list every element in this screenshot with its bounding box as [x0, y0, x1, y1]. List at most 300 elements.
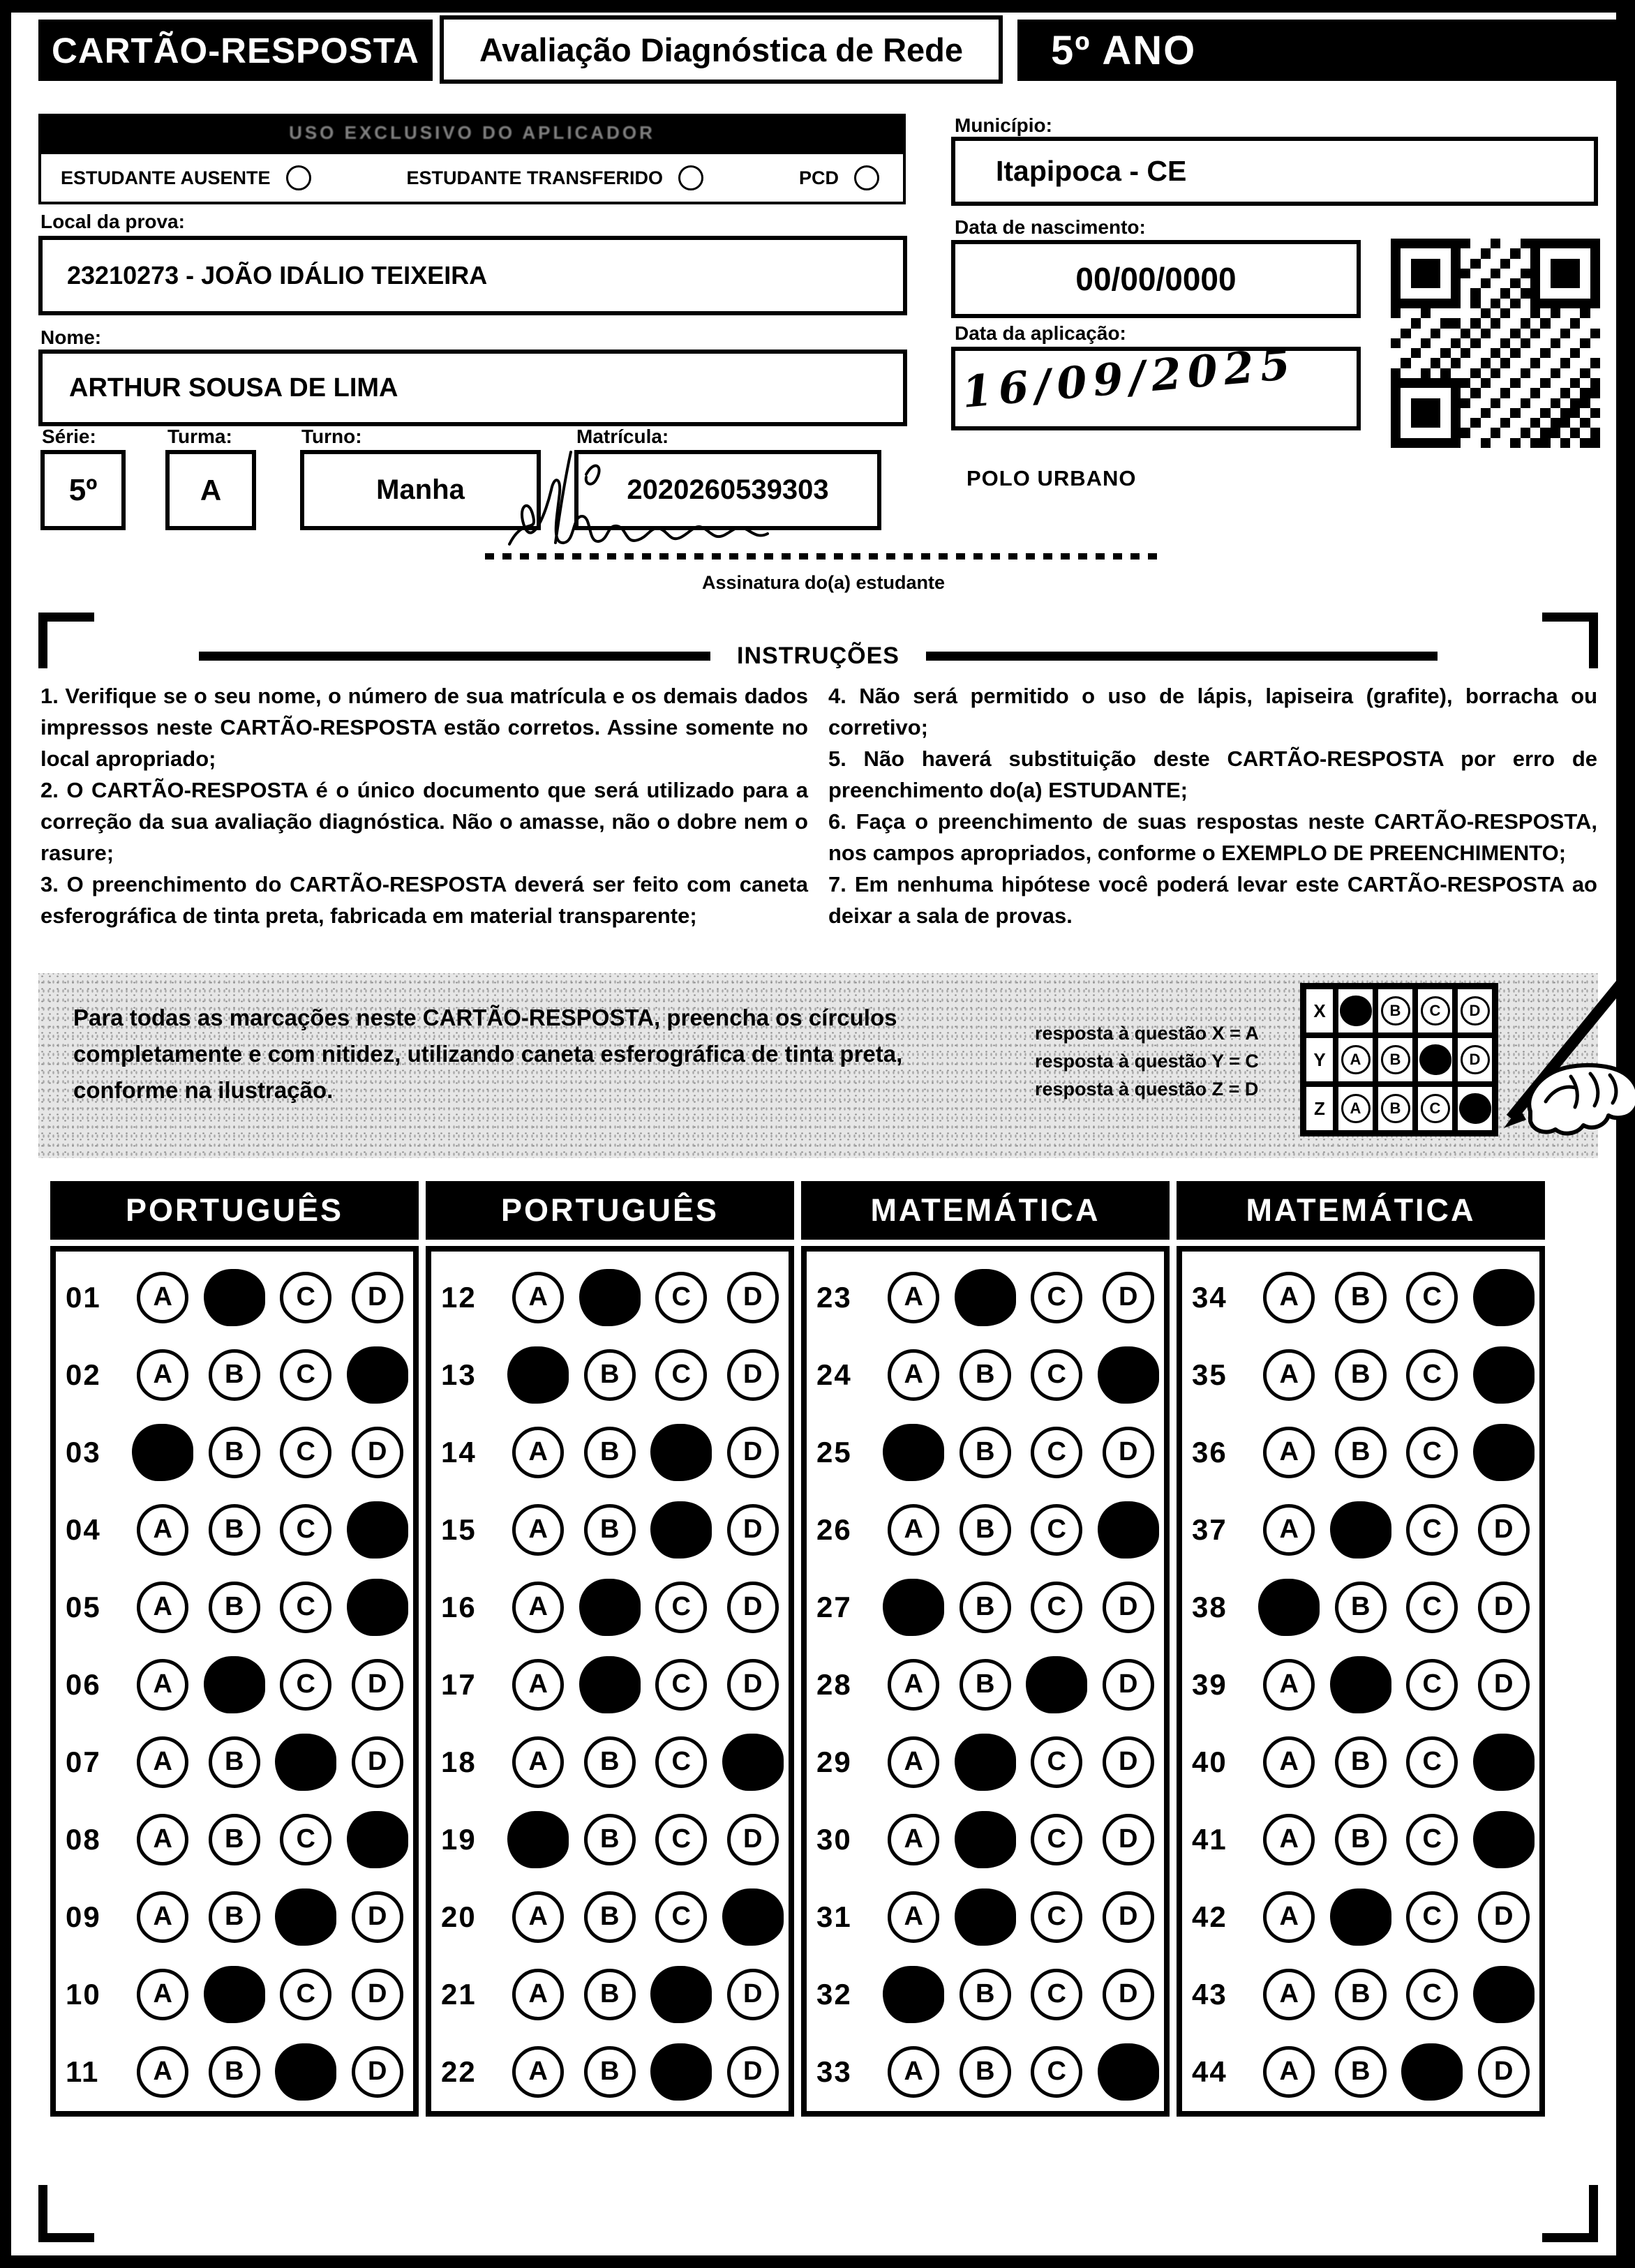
bubble-cell [1396, 1969, 1468, 2020]
bubble-cell [717, 1969, 789, 2020]
turma-field [165, 450, 256, 530]
bubble-c[interactable]: C [1406, 1736, 1458, 1788]
bubble-b[interactable]: B [584, 1504, 636, 1556]
bubble-cell [270, 1427, 342, 1478]
bubble-cell [717, 2046, 789, 2098]
applicator-option-circle[interactable] [286, 165, 311, 190]
question-number: 43 [1192, 1977, 1227, 2011]
marked-bubble-a[interactable] [883, 1966, 944, 2023]
bubble-b[interactable]: B [584, 1349, 636, 1401]
bubble-cell [127, 1736, 199, 1788]
bubble-cell [127, 1659, 199, 1711]
bubble-d[interactable]: D [727, 1349, 779, 1401]
bubble-b[interactable]: B [209, 1349, 260, 1401]
bubble-cell [502, 1504, 574, 1556]
bubble-cell [127, 1891, 199, 1943]
bubble-cell [1325, 1349, 1397, 1401]
bubble-cell [127, 1349, 199, 1401]
bubble-d[interactable]: D [1103, 1814, 1154, 1865]
marked-bubble-b[interactable] [955, 1888, 1016, 1946]
bubble-c[interactable]: C [1031, 1582, 1082, 1633]
instruction-item: 7. Em nenhuma hipótese você poderá levar este CARTÃO-RESPOSTA ao deixar a sala de provas. [828, 872, 1597, 928]
bubble-d[interactable]: D [352, 2046, 403, 2098]
marked-bubble-b[interactable] [579, 1579, 641, 1636]
marked-bubble-d[interactable] [347, 1346, 408, 1404]
bubble-c[interactable]: C [280, 1427, 331, 1478]
question-number: 28 [816, 1667, 852, 1701]
question-number: 01 [66, 1280, 101, 1314]
bubble-d[interactable]: D [352, 1659, 403, 1711]
bubble-cell [1093, 1346, 1165, 1404]
bubble-d[interactable]: D [1103, 1736, 1154, 1788]
marked-bubble-d[interactable] [1473, 1269, 1535, 1326]
bubble-a[interactable]: A [888, 1504, 939, 1556]
bubble-d[interactable]: D [727, 1504, 779, 1556]
bubble-cell [878, 1814, 950, 1865]
bubble-b[interactable]: B [584, 1814, 636, 1865]
bubble-cell [1325, 1814, 1397, 1865]
bubble-cell [1021, 1891, 1093, 1943]
example-bubble-cell [1375, 1035, 1415, 1084]
bubble-a[interactable]: A [1263, 1736, 1315, 1788]
marked-bubble-a[interactable] [883, 1424, 944, 1481]
marked-bubble-b[interactable] [955, 1269, 1016, 1326]
bubble-cell [199, 2046, 271, 2098]
bubble-cell [1468, 1504, 1540, 1556]
bubble-c[interactable]: C [280, 1349, 331, 1401]
bubble-cell [1396, 2043, 1468, 2101]
bubble-a[interactable]: A [1263, 1969, 1315, 2020]
marked-bubble-a[interactable] [132, 1424, 193, 1481]
bubble-cell [878, 1504, 950, 1556]
bubble-c[interactable]: C [1031, 1272, 1082, 1323]
instructions-right [828, 680, 1597, 931]
marked-bubble-a[interactable] [507, 1346, 569, 1404]
bubble-b[interactable]: B [209, 1504, 260, 1556]
bubble-b[interactable]: B [1335, 1814, 1387, 1865]
bubble-d[interactable]: D [1103, 1582, 1154, 1633]
marked-bubble-b[interactable] [204, 1966, 265, 2023]
grade-label: 5º ANO [1051, 27, 1197, 73]
bubble-c[interactable]: C [1031, 1969, 1082, 2020]
bubble-a[interactable]: A [137, 1814, 188, 1865]
bubble-a[interactable]: A [137, 1582, 188, 1633]
bubble-a[interactable]: A [137, 1349, 188, 1401]
bubble-c[interactable]: C [1406, 1969, 1458, 2020]
bubble-b[interactable]: B [960, 1969, 1011, 2020]
matricula-label: Matrícula: [576, 426, 669, 447]
question-number: 33 [816, 2055, 852, 2088]
question-number: 38 [1192, 1590, 1227, 1623]
marked-bubble-d[interactable] [1473, 1966, 1535, 2023]
bubble-a[interactable]: A [137, 2046, 188, 2098]
bubble-c[interactable]: C [1406, 1659, 1458, 1711]
bubble-c[interactable]: C [1031, 1736, 1082, 1788]
bubble-cell [1253, 1659, 1325, 1711]
bubble-a[interactable]: A [512, 1427, 564, 1478]
bubble-c[interactable]: C [1406, 1891, 1458, 1943]
bubble-c[interactable]: C [1406, 1427, 1458, 1478]
bubble-b[interactable]: B [584, 2046, 636, 2098]
bubble-a[interactable]: A [1263, 2046, 1315, 2098]
answer-row [431, 1336, 789, 1413]
bubble-a[interactable]: A [1263, 1891, 1315, 1943]
bubble-cell [950, 1427, 1022, 1478]
question-number: 44 [1192, 2055, 1227, 2088]
bubble-c[interactable]: C [1031, 1349, 1082, 1401]
question-number: 21 [441, 1977, 477, 2011]
bubble-a[interactable]: A [1263, 1659, 1315, 1711]
bubble-a[interactable]: A [512, 1891, 564, 1943]
bubble-cell [502, 1582, 574, 1633]
marked-bubble-c[interactable] [650, 1424, 712, 1481]
marked-bubble-d[interactable] [1473, 1346, 1535, 1404]
marked-bubble-a[interactable] [507, 1811, 569, 1868]
marked-bubble-d[interactable] [1098, 1501, 1159, 1559]
bubble-b[interactable]: B [209, 1891, 260, 1943]
bubble-a[interactable]: A [1263, 1272, 1315, 1323]
bubble-b[interactable]: B [1335, 1736, 1387, 1788]
applicator-option-circle[interactable] [678, 165, 703, 190]
bubble-a[interactable]: A [1263, 1349, 1315, 1401]
bubble-b[interactable]: B [1335, 1427, 1387, 1478]
bubble-d[interactable]: D [352, 1969, 403, 2020]
marked-bubble-b[interactable] [579, 1269, 641, 1326]
bubble-d[interactable]: D [1478, 1504, 1530, 1556]
bubble-cell [1021, 2046, 1093, 2098]
bubble-b[interactable]: B [209, 1814, 260, 1865]
bubble-cell [1253, 1891, 1325, 1943]
bubble-cell [1093, 1969, 1165, 2020]
bubble-a[interactable]: A [888, 1814, 939, 1865]
bubble-b[interactable]: B [584, 1736, 636, 1788]
bubble-cell [1253, 1736, 1325, 1788]
bubble-b[interactable]: B [209, 1582, 260, 1633]
marked-bubble-c[interactable] [650, 1966, 712, 2023]
marked-bubble-c[interactable] [650, 2043, 712, 2101]
example-row-label: Y [1304, 1035, 1336, 1084]
bubble-c[interactable]: C [655, 1349, 707, 1401]
bubble-d[interactable]: D [727, 1582, 779, 1633]
answer-row [1182, 1259, 1539, 1336]
bubble-c[interactable]: C [1031, 2046, 1082, 2098]
bubble-d[interactable]: D [727, 1427, 779, 1478]
bubble-cell [270, 1582, 342, 1633]
bubble-cell [502, 1969, 574, 2020]
bubble-cell [270, 1504, 342, 1556]
bubble-cell [950, 1969, 1022, 2020]
bubble-d[interactable]: D [727, 1659, 779, 1711]
instructions-left [40, 680, 808, 931]
answer-row [807, 1878, 1164, 1955]
bubble-d[interactable]: D [1478, 1659, 1530, 1711]
page-frame-left [0, 0, 11, 2268]
example-bubble-cell [1375, 1084, 1415, 1133]
bubble-cell [645, 1582, 717, 1633]
question-number: 13 [441, 1358, 477, 1391]
bubble-cell [645, 1349, 717, 1401]
applicator-option [799, 165, 879, 190]
bubble-c[interactable]: C [655, 1659, 707, 1711]
qr-code [1391, 239, 1600, 448]
bubble-a[interactable]: A [137, 1736, 188, 1788]
bubble-c[interactable]: C [1406, 1504, 1458, 1556]
question-number: 34 [1192, 1280, 1227, 1314]
bubble-c[interactable]: C [1406, 1814, 1458, 1865]
bubble-d[interactable]: D [1103, 1969, 1154, 2020]
subject-header: PORTUGUÊS [426, 1181, 794, 1240]
example-bubble: B [1381, 1045, 1410, 1074]
bubble-cell [574, 1814, 646, 1865]
bubble-cell [1396, 1349, 1468, 1401]
bubble-c[interactable]: C [280, 1504, 331, 1556]
bubble-cell [1325, 1656, 1397, 1713]
bubble-b[interactable]: B [1335, 1349, 1387, 1401]
bubble-cell [1468, 1346, 1540, 1404]
bubble-a[interactable]: A [512, 1272, 564, 1323]
bubble-cell [502, 1346, 574, 1404]
bubble-cell [645, 1891, 717, 1943]
bubble-b[interactable]: B [1335, 1969, 1387, 2020]
bubble-cell [645, 1659, 717, 1711]
bubble-cell [574, 1349, 646, 1401]
bubble-c[interactable]: C [280, 1582, 331, 1633]
marked-bubble-a[interactable] [883, 1579, 944, 1636]
bubble-cell [574, 1579, 646, 1636]
instruction-item: 6. Faça o preenchimento de suas respostas neste CARTÃO-RESPOSTA, nos campos apropriados, conforme o EXEMPLO DE PREENCHIMENTO; [828, 809, 1597, 865]
marked-bubble-d[interactable] [1473, 1424, 1535, 1481]
bubble-c[interactable]: C [280, 1659, 331, 1711]
marked-bubble-c[interactable] [1026, 1656, 1087, 1713]
answer-grid [1177, 1246, 1545, 2117]
bubble-a[interactable]: A [1263, 1814, 1315, 1865]
bubble-cell [342, 1891, 414, 1943]
municipio-field [951, 137, 1598, 206]
bubble-c[interactable]: C [280, 1969, 331, 2020]
bubble-b[interactable]: B [209, 2046, 260, 2098]
bubble-b[interactable]: B [209, 1427, 260, 1478]
bubble-cell [574, 1891, 646, 1943]
bubble-a[interactable]: A [137, 1969, 188, 2020]
marked-bubble-d[interactable] [1473, 1734, 1535, 1791]
example-legend [1035, 1019, 1259, 1103]
subject-header: MATEMÁTICA [801, 1181, 1170, 1240]
aplicacao-handwritten-date: 16/09/2025 [960, 338, 1299, 418]
bubble-b[interactable]: B [1335, 1582, 1387, 1633]
example-bubble: A [1341, 1094, 1371, 1123]
bubble-a[interactable]: A [137, 1504, 188, 1556]
answer-row [431, 1801, 789, 1878]
bubble-cell [645, 1272, 717, 1323]
answer-row [56, 1955, 413, 2033]
bubble-cell [199, 1269, 271, 1326]
bubble-c[interactable]: C [655, 1814, 707, 1865]
bubble-d[interactable]: D [1478, 1891, 1530, 1943]
turno-value: Manha [376, 474, 465, 505]
marked-bubble-c[interactable] [275, 1888, 336, 1946]
bubble-a[interactable]: A [137, 1272, 188, 1323]
answer-row [807, 1259, 1164, 1336]
bubble-cell [1396, 1504, 1468, 1556]
signature-line [485, 553, 1162, 560]
bubble-a[interactable]: A [888, 2046, 939, 2098]
bubble-d[interactable]: D [352, 1427, 403, 1478]
bubble-a[interactable]: A [512, 1659, 564, 1711]
bubble-a[interactable]: A [512, 1504, 564, 1556]
bubble-d[interactable]: D [727, 1272, 779, 1323]
applicator-option-circle[interactable] [854, 165, 879, 190]
bubble-b[interactable]: B [584, 1427, 636, 1478]
answer-row [1182, 1646, 1539, 1723]
marked-bubble-c[interactable] [275, 1734, 336, 1791]
instructions-rule-right [926, 652, 1438, 661]
bubble-d[interactable]: D [727, 1969, 779, 2020]
bubble-c[interactable]: C [280, 1272, 331, 1323]
local-label: Local da prova: [40, 211, 185, 232]
bubble-cell [645, 1814, 717, 1865]
municipio-label: Município: [955, 114, 1052, 136]
bubble-c[interactable]: C [1031, 1504, 1082, 1556]
marked-bubble-b[interactable] [955, 1811, 1016, 1868]
bubble-a[interactable]: A [512, 1582, 564, 1633]
bubble-b[interactable]: B [209, 1736, 260, 1788]
bubble-a[interactable]: A [888, 1891, 939, 1943]
bubble-a[interactable]: A [888, 1736, 939, 1788]
marked-bubble-c[interactable] [650, 1501, 712, 1559]
bubble-c[interactable]: C [655, 1736, 707, 1788]
marked-bubble-d[interactable] [1098, 1346, 1159, 1404]
bubble-d[interactable]: D [1103, 1891, 1154, 1943]
bubble-cell [199, 1582, 271, 1633]
bubble-d[interactable]: D [352, 1736, 403, 1788]
turma-value: A [200, 473, 222, 506]
bubble-b[interactable]: B [584, 1891, 636, 1943]
applicator-options [38, 151, 906, 204]
example-bubble: D [1461, 996, 1490, 1026]
marked-bubble-d[interactable] [347, 1579, 408, 1636]
marked-bubble-c[interactable] [275, 2043, 336, 2101]
bubble-d[interactable]: D [1478, 2046, 1530, 2098]
question-number: 27 [816, 1590, 852, 1623]
bubble-a[interactable]: A [1263, 1427, 1315, 1478]
bubble-a[interactable]: A [1263, 1504, 1315, 1556]
bubble-b[interactable]: B [960, 2046, 1011, 2098]
bubble-d[interactable]: D [727, 1814, 779, 1865]
bubble-d[interactable]: D [1103, 1272, 1154, 1323]
bubble-cell [1093, 1891, 1165, 1943]
grade-banner [1017, 20, 1616, 81]
marked-bubble-d[interactable] [722, 1734, 784, 1791]
question-number: 07 [66, 1745, 101, 1778]
bubble-c[interactable]: C [280, 1814, 331, 1865]
matricula-value: 2020260539303 [627, 474, 829, 505]
bubble-d[interactable]: D [352, 1272, 403, 1323]
marked-bubble-d[interactable] [722, 1888, 784, 1946]
bubble-cell [717, 1427, 789, 1478]
marked-bubble-d[interactable] [347, 1501, 408, 1559]
answer-row [1182, 1801, 1539, 1878]
bubble-b[interactable]: B [960, 1659, 1011, 1711]
question-number: 30 [816, 1822, 852, 1856]
bubble-c[interactable]: C [1406, 1582, 1458, 1633]
bubble-b[interactable]: B [960, 1427, 1011, 1478]
bubble-cell [270, 1659, 342, 1711]
bubble-a[interactable]: A [512, 1969, 564, 2020]
bubble-cell [717, 1504, 789, 1556]
question-number: 25 [816, 1435, 852, 1469]
bubble-c[interactable]: C [655, 1891, 707, 1943]
bubble-a[interactable]: A [137, 1891, 188, 1943]
bubble-cell [1021, 1272, 1093, 1323]
bubble-d[interactable]: D [727, 2046, 779, 2098]
bubble-cell [717, 1659, 789, 1711]
bubble-d[interactable]: D [1103, 1427, 1154, 1478]
bubble-c[interactable]: C [1406, 1349, 1458, 1401]
bubble-c[interactable]: C [655, 1582, 707, 1633]
marked-bubble-b[interactable] [1330, 1888, 1391, 1946]
bubble-d[interactable]: D [352, 1891, 403, 1943]
answer-row [807, 1646, 1164, 1723]
marked-bubble-d[interactable] [347, 1811, 408, 1868]
answer-row [431, 2033, 789, 2110]
page-frame-bottom [0, 2255, 1635, 2268]
serie-field [40, 450, 126, 530]
bubble-a[interactable]: A [888, 1272, 939, 1323]
bubble-a[interactable]: A [888, 1659, 939, 1711]
bubble-b[interactable]: B [1335, 1272, 1387, 1323]
bubble-c[interactable]: C [1406, 1272, 1458, 1323]
example-bubble: B [1381, 1094, 1410, 1123]
bubble-cell [199, 1427, 271, 1478]
bubble-cell [127, 1272, 199, 1323]
bubble-a[interactable]: A [512, 1736, 564, 1788]
bubble-c[interactable]: C [1031, 1814, 1082, 1865]
bubble-b[interactable]: B [1335, 2046, 1387, 2098]
bubble-b[interactable]: B [584, 1969, 636, 2020]
instruction-item: 4. Não será permitido o uso de lápis, lapiseira (grafite), borracha ou corretivo; [828, 684, 1597, 739]
marked-bubble-b[interactable] [204, 1656, 265, 1713]
marked-bubble-b[interactable] [579, 1656, 641, 1713]
marked-bubble-d[interactable] [1473, 1811, 1535, 1868]
marked-bubble-b[interactable] [1330, 1656, 1391, 1713]
example-row-label: X [1304, 986, 1336, 1035]
answer-row [56, 1801, 413, 1878]
bubble-a[interactable]: A [137, 1659, 188, 1711]
bubble-cell [1396, 1891, 1468, 1943]
marked-bubble-b[interactable] [204, 1269, 265, 1326]
marked-bubble-c[interactable] [1401, 2043, 1463, 2101]
bubble-cell [270, 1734, 342, 1791]
bubble-d[interactable]: D [1478, 1582, 1530, 1633]
marked-bubble-a[interactable] [1258, 1579, 1320, 1636]
answer-row [807, 1568, 1164, 1646]
marked-bubble-d[interactable] [1098, 2043, 1159, 2101]
bubble-b[interactable]: B [960, 1504, 1011, 1556]
bubble-cell [878, 2046, 950, 2098]
bubble-a[interactable]: A [512, 2046, 564, 2098]
bubble-a[interactable]: A [888, 1349, 939, 1401]
bubble-b[interactable]: B [960, 1582, 1011, 1633]
marked-bubble-b[interactable] [955, 1734, 1016, 1791]
bubble-cell [717, 1582, 789, 1633]
bubble-cell [502, 1811, 574, 1868]
bubble-c[interactable]: C [1031, 1427, 1082, 1478]
bubble-c[interactable]: C [1031, 1891, 1082, 1943]
bubble-c[interactable]: C [655, 1272, 707, 1323]
marked-bubble-b[interactable] [1330, 1501, 1391, 1559]
bubble-b[interactable]: B [960, 1349, 1011, 1401]
bubble-d[interactable]: D [1103, 1659, 1154, 1711]
